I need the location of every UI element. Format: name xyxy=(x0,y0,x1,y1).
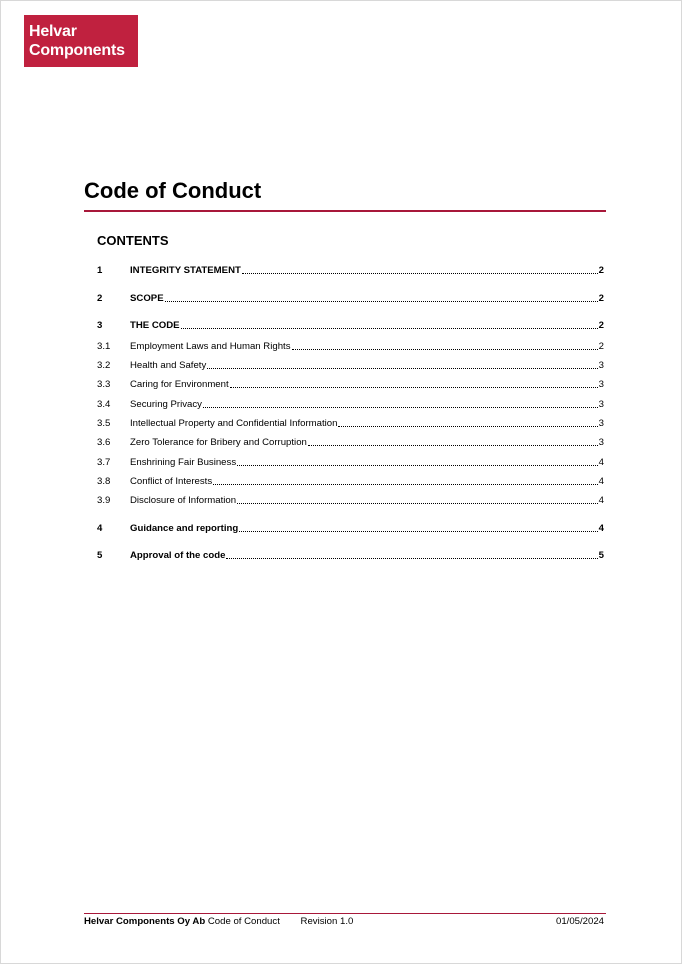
toc-page: 4 xyxy=(598,476,604,487)
toc-entry[interactable] xyxy=(97,493,604,507)
toc-title: Securing Privacy xyxy=(130,399,202,410)
toc-page: 2 xyxy=(598,320,604,331)
toc-number: 3.1 xyxy=(97,341,111,352)
toc-number: 3.2 xyxy=(97,360,111,371)
toc-number: 5 xyxy=(97,550,103,561)
toc-number: 3.7 xyxy=(97,457,111,468)
toc-title: Zero Tolerance for Bribery and Corruption xyxy=(130,437,307,448)
toc-number: 1 xyxy=(97,265,103,276)
toc-leader xyxy=(203,406,598,408)
toc-number: 3.8 xyxy=(97,476,111,487)
toc-entry[interactable] xyxy=(97,435,604,449)
toc-number: 3.6 xyxy=(97,437,111,448)
toc-page: 3 xyxy=(598,379,604,390)
toc-number: 3 xyxy=(97,320,103,331)
toc-page: 2 xyxy=(598,265,604,276)
toc-entry[interactable] xyxy=(97,474,604,488)
footer-doc-name: Code of Conduct xyxy=(207,916,280,927)
logo-text-line2: Components xyxy=(29,42,125,59)
toc-leader xyxy=(207,367,597,369)
toc-title: THE CODE xyxy=(130,320,180,331)
toc-leader xyxy=(237,502,598,504)
toc-entry[interactable] xyxy=(97,318,604,332)
toc-title: Enshrining Fair Business xyxy=(130,457,237,468)
toc-page: 3 xyxy=(598,399,604,410)
toc-leader xyxy=(230,386,598,388)
toc-entry[interactable] xyxy=(97,339,604,353)
toc-page: 3 xyxy=(598,437,604,448)
toc-entry[interactable] xyxy=(97,377,604,391)
toc-title: Guidance and reporting xyxy=(130,523,239,534)
toc-page: 2 xyxy=(598,341,604,352)
toc-leader xyxy=(338,425,597,427)
toc-page: 5 xyxy=(598,550,604,561)
toc-title: Employment Laws and Human Rights xyxy=(130,341,291,352)
toc-entry[interactable] xyxy=(97,263,604,277)
toc-leader xyxy=(226,557,597,559)
toc-entry[interactable] xyxy=(97,455,604,469)
toc-leader xyxy=(308,444,598,446)
toc-number: 3.9 xyxy=(97,495,111,506)
toc-title: Conflict of Interests xyxy=(130,476,213,487)
document-title: Code of Conduct xyxy=(84,178,262,203)
toc-title: SCOPE xyxy=(130,293,164,304)
company-logo xyxy=(24,15,138,67)
footer-info xyxy=(84,916,353,927)
title-divider xyxy=(84,210,606,212)
toc-entry[interactable] xyxy=(97,521,604,535)
toc-entry[interactable] xyxy=(97,416,604,430)
toc-page: 4 xyxy=(598,523,604,534)
toc-leader xyxy=(242,272,598,274)
toc-leader xyxy=(181,327,598,329)
footer-date: 01/05/2024 xyxy=(555,916,604,927)
footer-divider xyxy=(84,913,606,914)
toc-title: Caring for Environment xyxy=(130,379,229,390)
toc-title: Approval of the code xyxy=(130,550,226,561)
toc-entry[interactable] xyxy=(97,291,604,305)
toc-entry[interactable] xyxy=(97,358,604,372)
toc-leader xyxy=(237,464,598,466)
footer-company: Helvar Components Oy Ab xyxy=(84,916,206,927)
toc-entry[interactable] xyxy=(97,548,604,562)
toc-leader xyxy=(292,348,598,350)
toc-number: 4 xyxy=(97,523,103,534)
toc-number: 3.3 xyxy=(97,379,111,390)
toc-page: 4 xyxy=(598,457,604,468)
logo-text-line1: Helvar xyxy=(29,23,77,40)
toc-page: 4 xyxy=(598,495,604,506)
toc-number: 3.4 xyxy=(97,399,111,410)
toc-title: Disclosure of Information xyxy=(130,495,237,506)
toc-entry[interactable] xyxy=(97,397,604,411)
toc-number: 3.5 xyxy=(97,418,111,429)
toc-leader xyxy=(239,530,597,532)
toc-title: Intellectual Property and Confidential Information xyxy=(130,418,338,429)
toc-title: INTEGRITY STATEMENT xyxy=(130,265,241,276)
toc-number: 2 xyxy=(97,293,103,304)
toc-leader xyxy=(165,300,598,302)
toc-page: 3 xyxy=(598,360,604,371)
contents-heading: CONTENTS xyxy=(97,233,169,248)
toc-page: 2 xyxy=(598,293,604,304)
toc-title: Health and Safety xyxy=(130,360,207,371)
toc-leader xyxy=(213,483,598,485)
footer-revision: Revision 1.0 xyxy=(300,916,354,927)
toc-page: 3 xyxy=(598,418,604,429)
